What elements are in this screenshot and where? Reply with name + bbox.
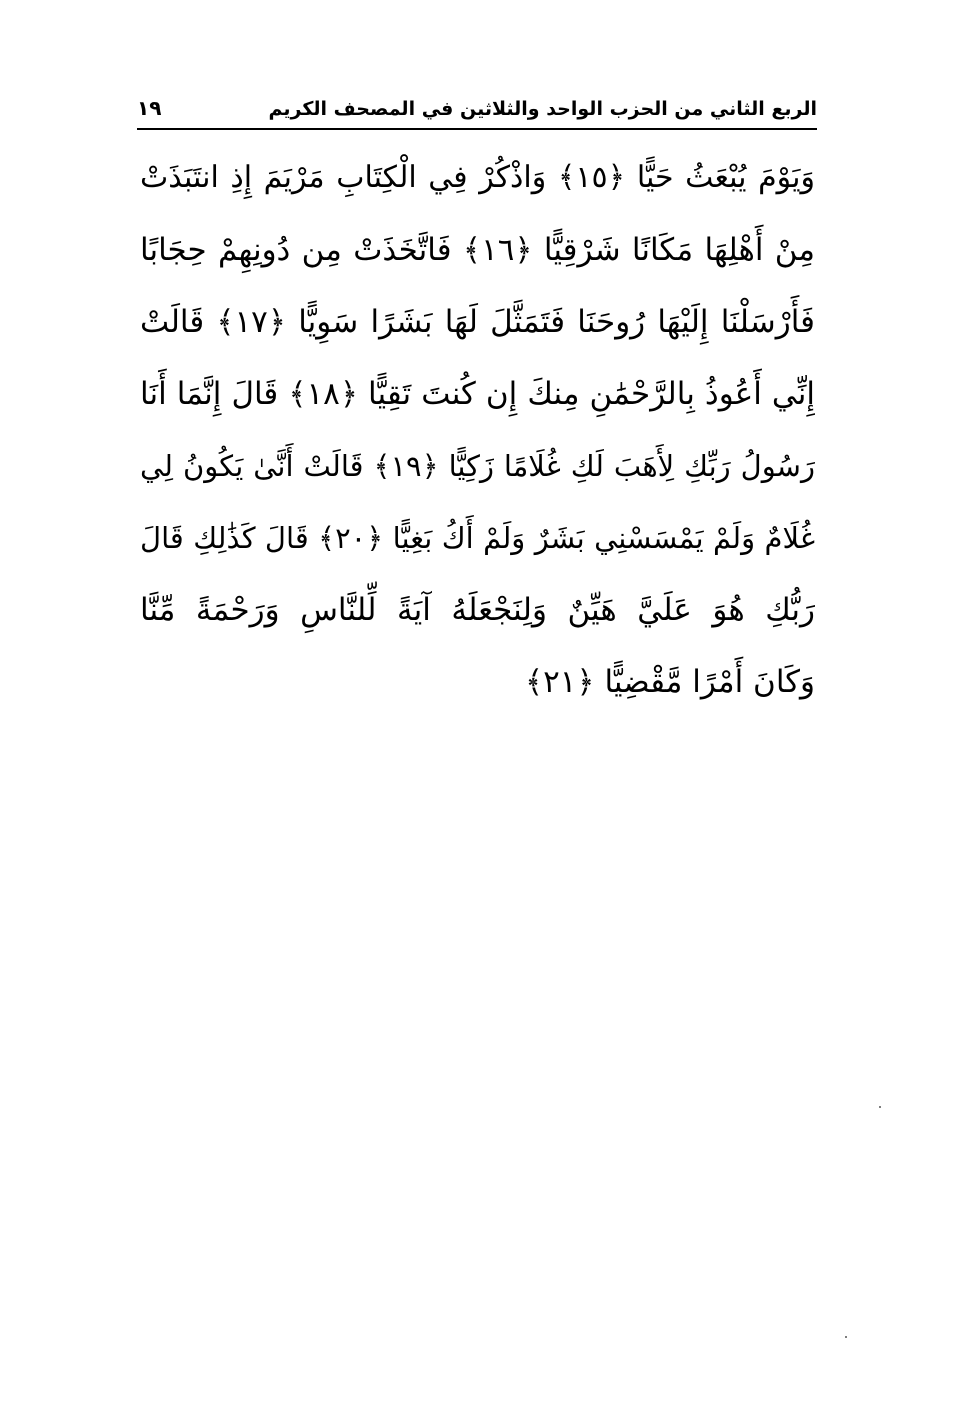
quran-text-block [140, 142, 815, 718]
page-number: ١٩ [137, 96, 162, 120]
verse-line: مِنْ أَهْلِهَا مَكَانًا شَرْقِيًّا ﴿١٦﴾ فَاتَّخَذَتْ مِن دُونِهِمْ حِجَابًا [140, 232, 815, 268]
verse-line: غُلَامٌ وَلَمْ يَمْسَسْنِي بَشَرٌ وَلَمْ أَكُ بَغِيًّا ﴿٢٠﴾ قَالَ كَذَٰلِكِ قَالَ [140, 521, 815, 555]
verse-line: رَسُولُ رَبِّكِ لِأَهَبَ لَكِ غُلَامًا زَكِيًّا ﴿١٩﴾ قَالَتْ أَنَّىٰ يَكُونُ لِي [140, 449, 815, 483]
verse-line: إِنِّي أَعُوذُ بِالرَّحْمَٰنِ مِنكَ إِن كُنتَ تَقِيًّا ﴿١٨﴾ قَالَ إِنَّمَا أَنَا [140, 376, 815, 412]
verse-line: وَكَانَ أَمْرًا مَّقْضِيًّا ﴿٢١﴾ [524, 664, 815, 700]
verse-line: رَبُّكِ هُوَ عَلَيَّ هَيِّنٌ وَلِنَجْعَلَهُ آيَةً لِّلنَّاسِ وَرَحْمَةً مِّنَّا [140, 592, 815, 628]
scan-speck [879, 1106, 881, 1108]
header-divider [137, 128, 817, 130]
verse-line: وَيَوْمَ يُبْعَثُ حَيًّا ﴿١٥﴾ وَاذْكُرْ فِي الْكِتَابِ مَرْيَمَ إِذِ انتَبَذَتْ [140, 160, 815, 195]
page-header [137, 88, 817, 128]
verse-line: فَأَرْسَلْنَا إِلَيْهَا رُوحَنَا فَتَمَثَّلَ لَهَا بَشَرًا سَوِيًّا ﴿١٧﴾ قَالَتْ [140, 304, 815, 340]
scan-speck [845, 1336, 847, 1338]
running-header-title: الربع الثاني من الحزب الواحد والثلاثين في المصحف الكريم [268, 98, 817, 120]
